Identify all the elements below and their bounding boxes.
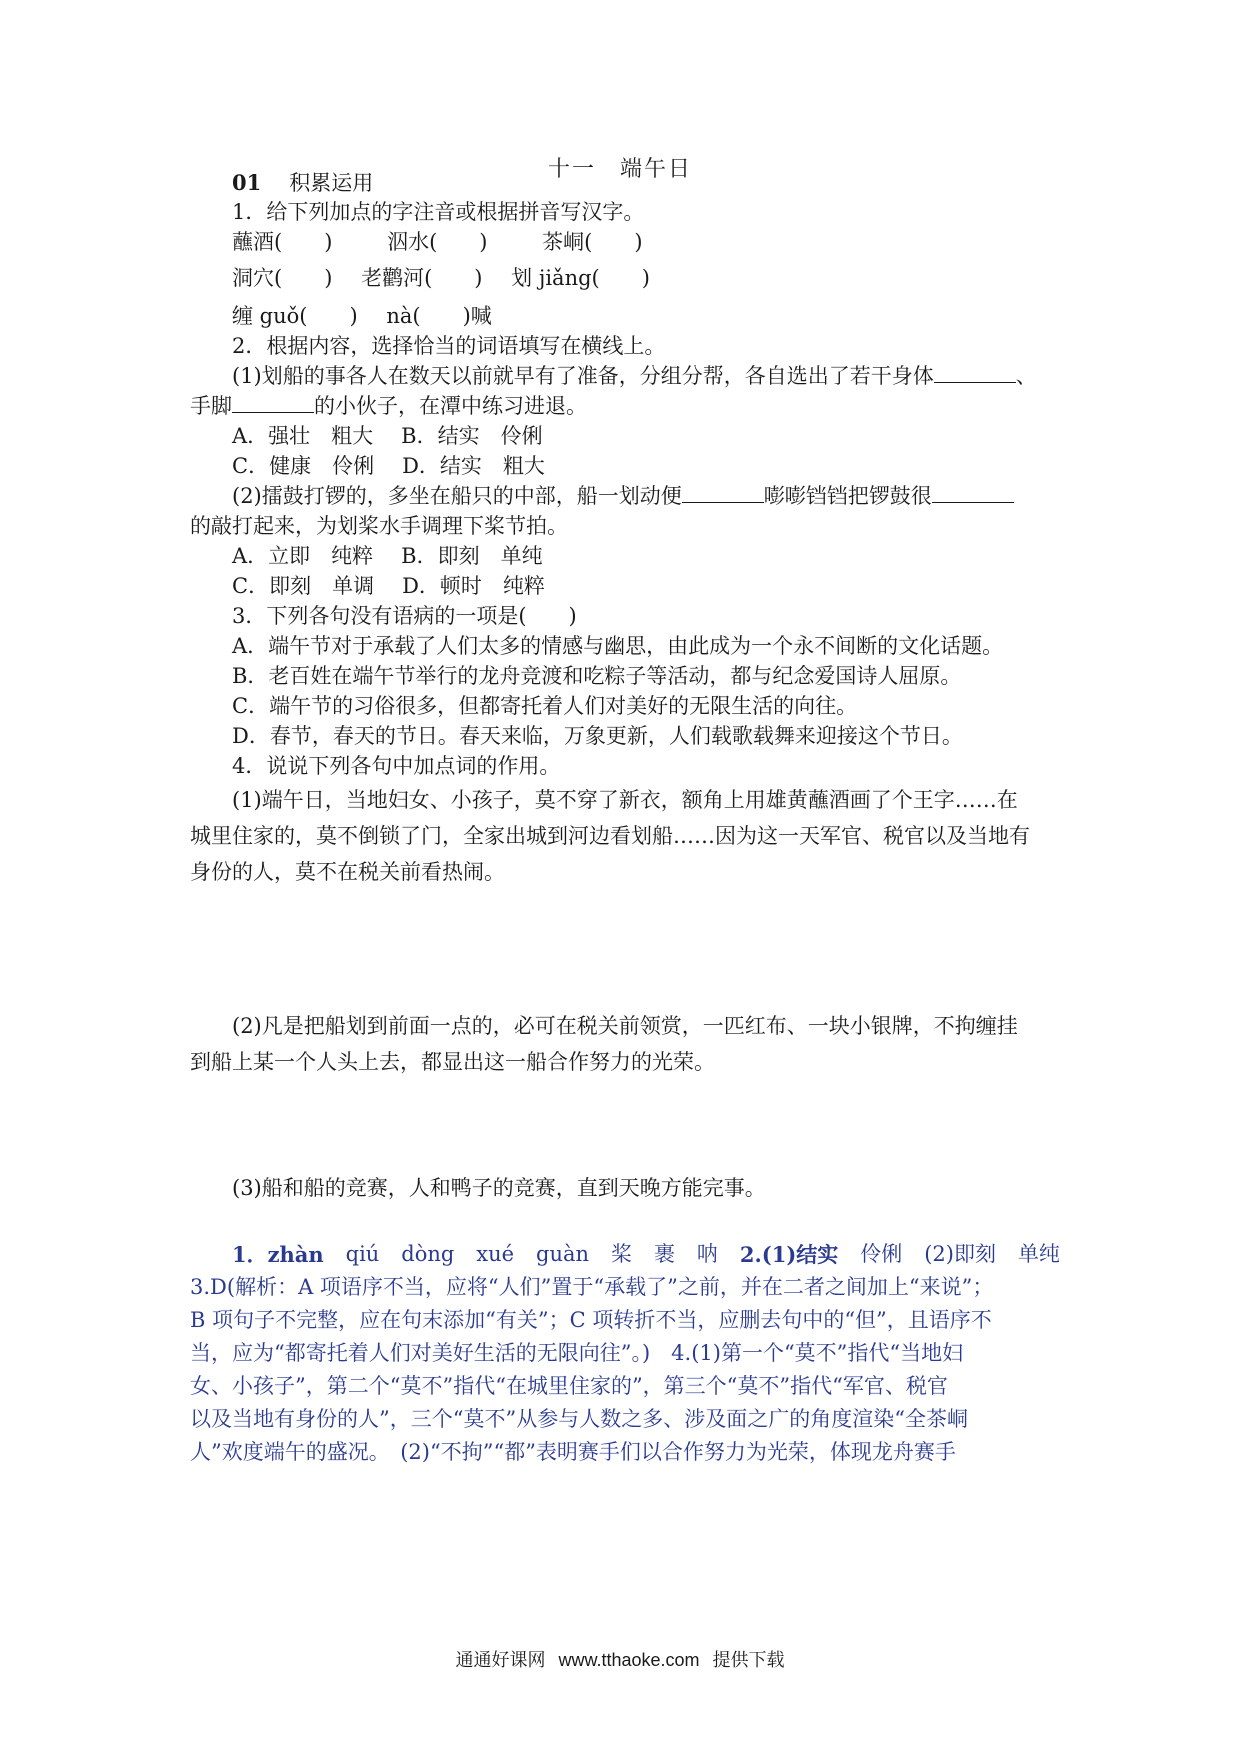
- q3-option-a: A．端午节对于承载了人们太多的情感与幽思，由此成为一个永不间断的文化话题。: [232, 634, 1004, 658]
- option-item: D．顿时 纯粹: [402, 574, 545, 598]
- answer-token: 呐: [696, 1242, 718, 1266]
- q1-item: 蘸酒( ): [232, 230, 333, 254]
- option-item: D．结实 粗大: [402, 454, 545, 478]
- option-item: A．强壮 粗大: [232, 424, 374, 448]
- q4-sentence3: (3)船和船的竞赛，人和鸭子的竞赛，直到天晚方能完事。: [232, 1176, 766, 1200]
- q2-text: 手脚: [190, 394, 232, 418]
- q2-para1-line1: (1)划船的事各人在数天以前就早有了准备，分组分帮，各自选出了若干身体 、: [232, 364, 1037, 388]
- option-item: C．健康 伶俐: [232, 454, 375, 478]
- page-title: 十一 端午日: [547, 157, 692, 182]
- q3-stem: 3．下列各句没有语病的一项是( ): [232, 604, 577, 628]
- answer-token: 桨: [611, 1242, 633, 1266]
- answer-line: 3.D(解析：A 项语序不当，应将“人们”置于“承载了”之前，并在二者之间加上“来说”；: [190, 1275, 994, 1299]
- q3-option-d: D．春节，春天的节日。春天来临，万象更新，人们载歌载舞来迎接这个节日。: [232, 724, 963, 748]
- section-number: 01: [232, 170, 262, 195]
- page-footer: [0, 1646, 1240, 1672]
- answer-blank: [934, 364, 1016, 383]
- section-header: [232, 166, 1060, 200]
- q1-stem: 1．给下列加点的字注音或根据拼音写汉字。: [232, 200, 645, 224]
- q1-item: 茶峒( ): [542, 230, 643, 254]
- answer-line: 当，应为“都寄托着人们对美好生活的无限向往”。) 4.(1)第一个“莫不”指代“当地妇: [190, 1341, 964, 1365]
- answer-blank: [932, 484, 1014, 503]
- q1-row-2: [232, 262, 1060, 295]
- q2-options-1: [232, 420, 1060, 453]
- answer-blank: [682, 484, 764, 503]
- answer-line: B 项句子不完整，应在句末添加“有关”；C 项转折不当，应删去句中的“但”，且语序不: [190, 1308, 992, 1332]
- option-item: B．结实 伶俐: [401, 424, 543, 448]
- answer-token: 单纯: [1017, 1242, 1060, 1266]
- q4-sentence2-line2: 到船上某一个人头上去，都显出这一船合作努力的光荣。: [190, 1050, 715, 1074]
- q2-text: 的小伙子，在潭中练习进退。: [314, 394, 587, 418]
- footer-note: 提供下载: [712, 1650, 785, 1670]
- q4-stem: 4．说说下列各句中加点词的作用。: [232, 754, 561, 778]
- q1-row-3: [232, 300, 1060, 333]
- option-item: B．即刻 单纯: [401, 544, 543, 568]
- answer-token: 伶俐: [860, 1242, 903, 1266]
- answer-token: dòng: [401, 1242, 455, 1266]
- answer-token: xué: [476, 1242, 515, 1266]
- q2-options-2: [232, 450, 1060, 483]
- q3-option-b: B．老百姓在端午节举行的龙舟竞渡和吃粽子等活动，都与纪念爱国诗人屈原。: [232, 664, 962, 688]
- section-label: 积累运用: [289, 171, 374, 195]
- option-item: A．立即 纯粹: [232, 544, 374, 568]
- answer-token: qiú: [345, 1242, 380, 1266]
- q1-item: nà( )喊: [386, 304, 492, 328]
- q1-item: 缠 guǒ( ): [232, 304, 358, 328]
- q1-item: 泅水( ): [387, 230, 488, 254]
- answer-key: [190, 1238, 1060, 1469]
- q2-options-3: [232, 540, 1060, 573]
- q3-option-c: C．端午节的习俗很多，但都寄托着人们对美好的无限生活的向往。: [232, 694, 858, 718]
- q2-options-4: [232, 570, 1060, 603]
- answer-line: 女、小孩子”，第二个“莫不”指代“在城里住家的”，第三个“莫不”指代“军官、税官: [190, 1374, 948, 1398]
- answer-token: (2)即刻: [924, 1242, 996, 1266]
- q1-row-1: [232, 226, 1060, 259]
- q1-item: 老鹳河( ): [361, 266, 483, 290]
- q4-sentence2-line1: (2)凡是把船划到前面一点的，必可在税关前领赏，一匹红布、一块小银牌，不拘缠挂: [232, 1014, 1018, 1038]
- footer-url[interactable]: www.tthaoke.com: [558, 1650, 700, 1670]
- q1-item: 洞穴( ): [232, 266, 333, 290]
- answer-line: [190, 1238, 1060, 1271]
- q2-stem: 2．根据内容，选择恰当的词语填写在横线上。: [232, 334, 666, 358]
- q4-sentence1-line2: 城里住家的，莫不倒锁了门，全家出城到河边看划船……因为这一天军官、税官以及当地有: [190, 824, 1030, 848]
- q2-text: (2)擂鼓打锣的，多坐在船只的中部，船一划动便: [232, 484, 682, 508]
- answer-token: 2.(1)结实: [739, 1242, 839, 1267]
- q4-sentence1-line1: (1)端午日，当地妇女、小孩子，莫不穿了新衣，额角上用雄黄蘸酒画了个王字……在: [232, 788, 1018, 812]
- q1-item: 划 jiǎng( ): [511, 266, 650, 290]
- q2-para1-line2: [190, 390, 1060, 423]
- answer-token: 裹: [653, 1242, 675, 1266]
- answer-token: guàn: [536, 1242, 590, 1266]
- q2-para2-line1: [232, 480, 1060, 513]
- footer-site: 通通好课网: [455, 1650, 546, 1670]
- option-item: C．即刻 单调: [232, 574, 375, 598]
- answer-line: 人”欢度端午的盛况。 (2)“不拘”“都”表明赛手们以合作努力为光荣，体现龙舟赛手: [190, 1440, 956, 1464]
- q2-para2-line2: 的敲打起来，为划桨水手调理下桨节拍。: [190, 514, 568, 538]
- answer-blank: [232, 394, 314, 413]
- q4-sentence1-line3: 身份的人，莫不在税关前看热闹。: [190, 860, 505, 884]
- q2-text: 嘭嘭铛铛把锣鼓很: [763, 484, 932, 508]
- answer-line: 以及当地有身份的人”，三个“莫不”从参与人数之多、涉及面之广的角度渲染“全茶峒: [190, 1407, 968, 1431]
- answer-token: 1．zhàn: [232, 1242, 324, 1267]
- q2-text: (1)划船的事各人在数天以前就早有了准备，分组分帮，各自选出了若干身体: [232, 364, 934, 388]
